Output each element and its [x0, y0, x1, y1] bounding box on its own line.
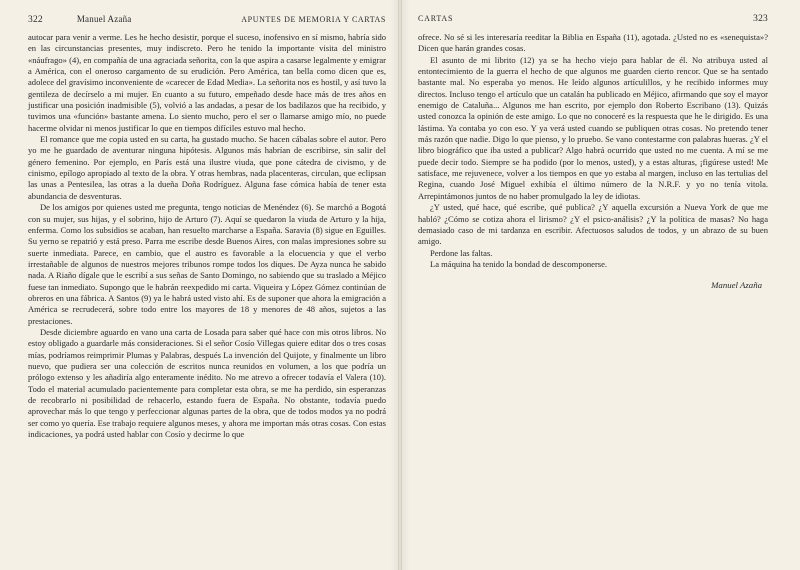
- paragraph: Perdone las faltas.: [430, 247, 493, 258]
- right-page: [400, 0, 800, 570]
- right-running-title: CARTAS: [418, 14, 454, 23]
- left-running-header: [28, 14, 386, 28]
- paragraph: El asunto de mi librito (12) ya se ha hecho viejo para hablar de él. No atribuya usted al entontecimiento de la guerra el hecho de que algunos me guarden cierto rencor. Que se ha sentado bastante mal. No esperaba yo menos. He leído algunos artículillos, y he recibido informes muy directos. Incluso tengo el artículo que un catalán ha publicado en Méjico, afirmando que soy el mayor enemigo de Cataluña... Algunos me han escrito, por ejemplo don Roberto Escribano (13). Quizás usted conozca la opinión de este amigo. Lo que no conoceré es la respuesta que he le dirigido. Es una lástima. Ya contaba yo con eso. Y ya verá usted cuando se publiquen otras cosas. No pretendo tener más razón que nadie. Digo lo que pienso, y lo pruebo. Se vano contestarme con palabras hueras. ¿Y el libro biográfico que iba usted a publicar? Algo habrá ocurrido que usted no me cuenta. A mí se me puede decir todo. Siempre se ha podido (por lo menos, usted), y a estas alturas, ¡figúrese usted! Me satisface, me rejuvenece, volver a los tiempos en que yo estaba al margen, incluso en las tertulias del Regina, cuando José Miguel exhibía el último número de la N.R.F. y yo no tenía vitola. Arrepintámonos juntos de no haber promulgado la ley de idiotas.: [418, 54, 768, 201]
- left-running-title: APUNTES DE MEMORIA Y CARTAS: [241, 15, 386, 24]
- left-body-text: [28, 32, 386, 440]
- paragraph: ¿Y usted, qué hace, qué escribe, qué publica? ¿Y aquella excursión a Nueva York de que me habló? ¿Cómo se cotiza ahora el lirismo? ¿Y el psico-análisis? ¿Y la política de masas? No haga demasiado caso de mi tardanza en escribir. Afectuosos saludos de todos, y un abrazo de su buen amigo.: [418, 202, 768, 247]
- paragraph: De los amigos por quienes usted me pregunta, tengo noticias de Menéndez (6). Se marchó a Bogotá con su mujer, sus hijas, y el sobrino, hijo de Arturo (7). Aquí se quedaron la viuda de Arturo y la hija, enferma. Como los subsidios se acaban, han resuelto marcharse a España. Saravia (8) sigue en Eguilles. Su yerno se repatrió y está preso. Parra me escribe desde Buenos Aires, con malas impresiones sobre su suerte inmediata. Parece, en cambio, que el austro es favorable a la elocuencia y que el verbo irrestañable de algunos de nuestros mejores tribunos rompe todos los diques. De Ayza nunca he sabido nada. A Riaño dígale que le escribí a sus señas de Santo Domingo, no sabiendo que su traslado a Méjico fuese tan inmediato. Supongo que le habrán reexpedido mi carta. Viqueira y López Gómez continúan de obreros en una fábrica. A Santos (9) ya le habrá usted visto ahí. Es de suponer que ahora la emigración a América se recrudecerá, sobre todo entre los mayores de 18 y menores de 48 años, sujetos a las prestaciones.: [28, 202, 386, 326]
- book-gutter: [398, 0, 402, 570]
- right-running-header: [418, 14, 768, 28]
- left-running-author: Manuel Azaña: [76, 14, 132, 24]
- paragraph: El romance que me copia usted en su carta, ha gustado mucho. Se hacen cábalas sobre el autor. Pero yo me he guardado de aventurar ninguna hipótesis. Algunos más habrían de escribirse, sin salir del género femenino. Por ejemplo, en París está una ilustre viuda, que pone cátedra de civismo, y de cinismo, epílogo apropiado al texto de la obra. Y otras hembras, nada placenteras, circulan, que eclipsan las unas a Pentesilea, las otras a la dueña Doña Rodríguez. Alguna fase cómica había de tener esta abundancia de desventuras.: [28, 134, 386, 201]
- left-page-number: 322: [28, 15, 43, 25]
- paragraph: autocar para venir a verme. Les he hecho desistir, porque el suceso, inofensivo en sí mismo, habría sido en las circunstancias presentes, muy indiscreto. Pero he tenido la importante visita del ministro «náufrago» (4), en compañía de una agraciada señorita, con la que aspira a casarse legalmente y emigrar a América, con el oneroso cargamento de su erudición. Pero América, tan bella como dicen que es, adolece del gravísimo inconveniente de «carecer de Edad Media». La señorita nos es hostil, y así tuvo la gentileza de decírselo a mi mujer. En cuanto a su futuro, empeñado desde hace más de tres años en justificar una posición inadmisible (5), volvió a las andadas, a pesar de los badilazos que ha recibido, y tuvimos una «función» bastante amena. Lo siento mucho, pero el ser o llamarse amigo mío, no puede hacerme olvidar ni menos justificar lo que en tiempos difíciles estuvo mal hecho.: [28, 32, 386, 133]
- paragraph: ofrece. No sé si les interesaría reeditar la Biblia en España (11), agotada. ¿Usted no es «senequista»? Dicen que harán grandes cosas.: [418, 32, 768, 54]
- signature: Manuel Azaña: [711, 280, 762, 291]
- paragraph: La máquina ha tenido la bondad de descomponerse.: [430, 258, 608, 269]
- right-body-text: [418, 32, 768, 270]
- paragraph: Desde diciembre aguardo en vano una carta de Losada para saber qué hace con mis otros libros. No estoy obligado a guardarle más consideraciones. Si el señor Cosío Villegas quiere editar dos o tres cosas mías, podríamos reimprimir Plumas y Palabras, después La invención del Quijote, y finalmente un libro nuevo, que pudiera ser una colección de escritos nunca reunidos en volumen, a los que podría un prólogo extenso y les añadiría algo enteramente inédito. No me atrevo a ofrecer todavía el Valera (10). Todo el material acumulado pacientemente para completar esta obra, se me ha perdido, sin esperanzas de recobrarlo ni posibilidad de rehacerlo, estando fuera de España. No obstante, todavía puedo aprovechar más lo que tengo y perfeccionar algunas partes de la obra, que de todos modos ya no podrá ser como yo quería. Ese trabajo requiere algunos meses, y ahora me importan más otras cosas. Con estas indicaciones, ya podrá usted hablar con Cosío y decirme lo que: [28, 326, 386, 440]
- right-page-number: 323: [753, 14, 768, 24]
